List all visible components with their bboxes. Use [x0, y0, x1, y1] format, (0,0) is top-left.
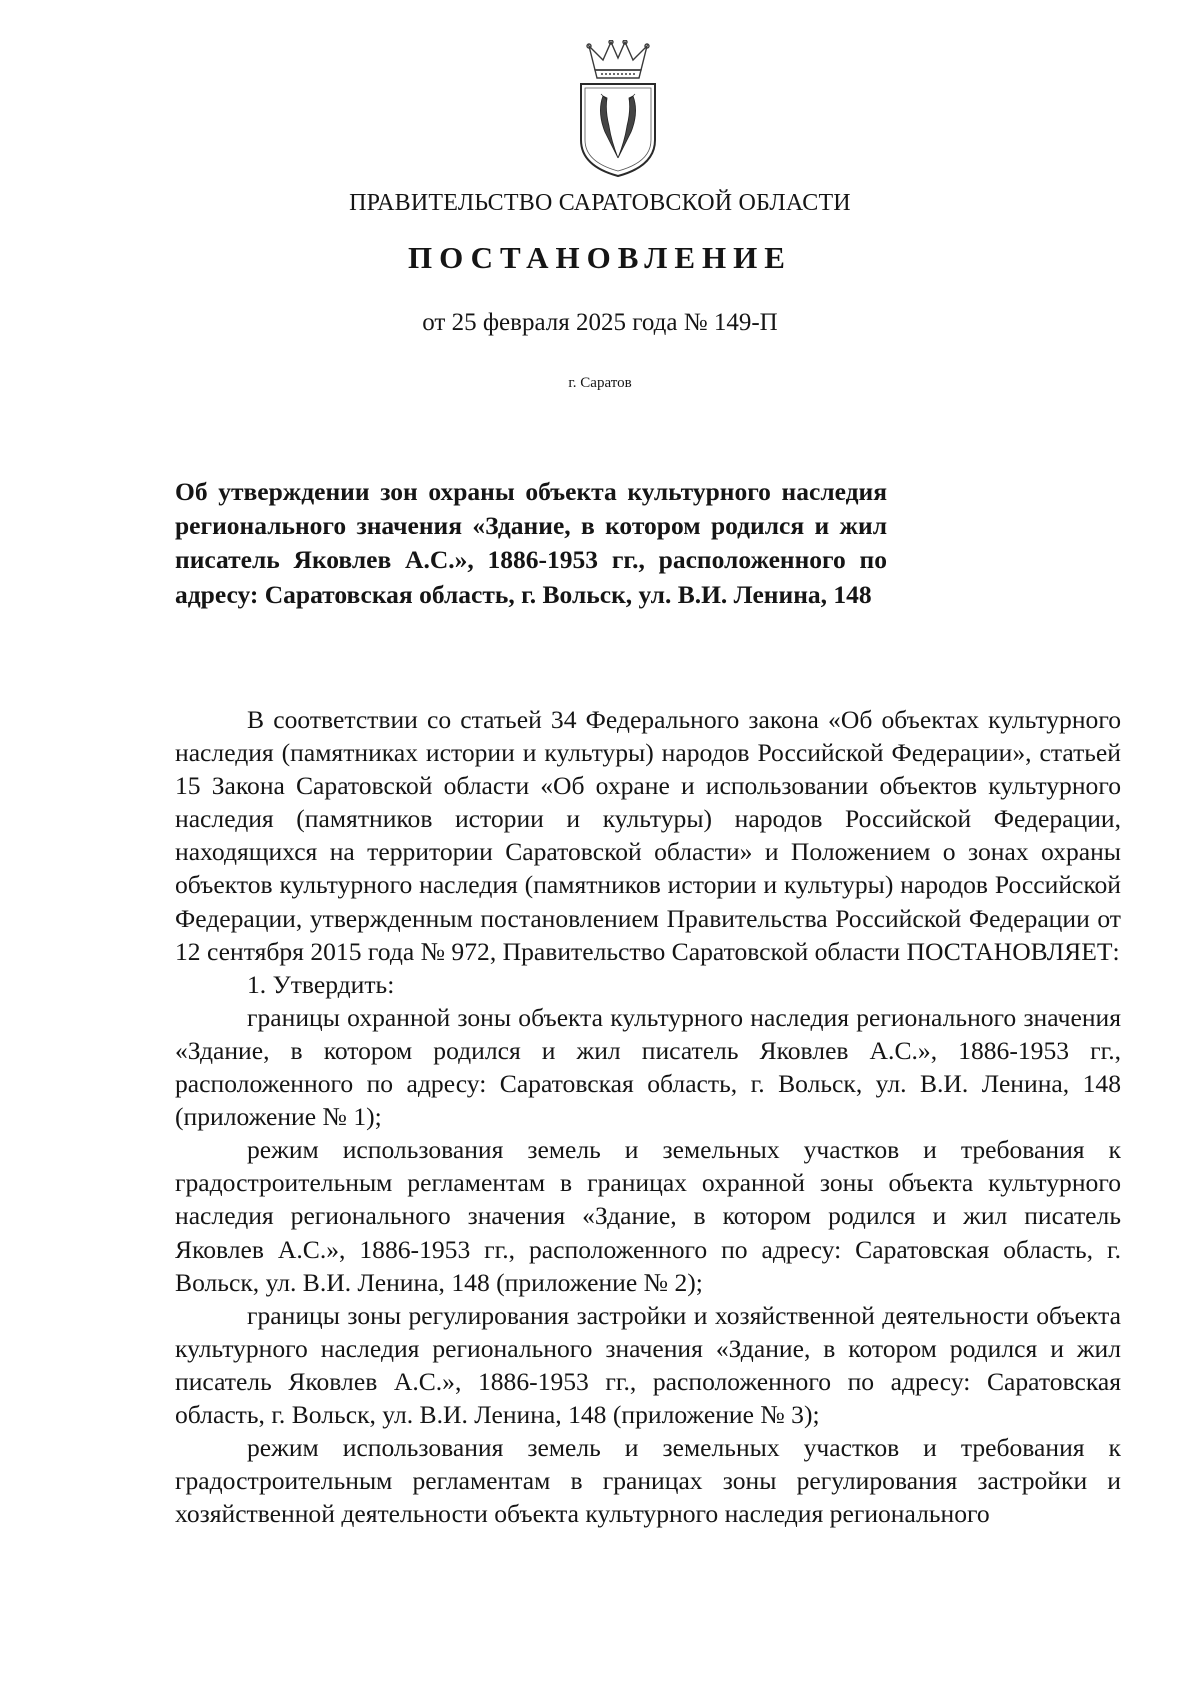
document-date-number: от 25 февраля 2025 года № 149-П [422, 309, 778, 336]
document-body [175, 703, 1121, 1530]
item-paragraph: границы охранной зоны объекта культурного наследия регионального значения «Здание, в котором родился и жил писатель Яковлев А.С.», 1886-1953 гг., расположенного по адресу: Саратовская область, г. Вольск, ул. В.И. Ленина, 148 (приложение № 1); [175, 1002, 1121, 1132]
item-paragraph: режим использования земель и земельных участков и требования к градостроительным регламентам в границах охранной зоны объекта культурного наследия регионального значения «Здание, в котором родился и жил писатель Яковлев А.С.», 1886-1953 гг., расположенного по адресу: Саратовская область, г. Вольск, ул. В.И. Ленина, 148 (приложение № 2); [175, 1135, 1121, 1297]
item-1-heading: 1. Утвердить: [247, 969, 395, 999]
item-paragraph: границы зоны регулирования застройки и хозяйственной деятельности объекта культурного наследия регионального значения «Здание, в котором родился и жил писатель Яковлев А.С.», 1886-1953 гг., расположенного по адресу: Саратовская область, г. Вольск, ул. В.И. Ленина, 148 (приложение № 3); [175, 1300, 1121, 1429]
document-city: г. Саратов [568, 375, 632, 391]
government-title: ПРАВИТЕЛЬСТВО САРАТОВСКОЙ ОБЛАСТИ [349, 190, 851, 216]
document-type: ПОСТАНОВЛЕНИЕ [408, 240, 792, 275]
document-subject: Об утверждении зон охраны объекта культурного наследия регионального значения «Здание, в котором родился и жил писатель Яковлев А.С.», 1886-1953 гг., расположенного по адресу: Саратовская область, г. Вольск, ул. В.И. Ленина, 148 [175, 477, 887, 609]
saratov-coat-of-arms-icon [575, 40, 661, 178]
preamble-paragraph: В соответствии со статьей 34 Федерального закона «Об объектах культурного наследия (памятниках истории и культуры) народов Российской Федерации», статьей 15 Закона Саратовской области «Об охране и использовании объектов культурного наследия (памятников истории и культуры) народов Российской Федерации, находящихся на территории Саратовской области» и Положением о зонах охраны объектов культурного наследия (памятников истории и культуры) народов Российской Федерации, утвержденным постановлением Правительства Российской Федерации от 12 сентября 2015 года № 972, Правительство Саратовской области ПОСТАНОВЛЯЕТ: [175, 705, 1121, 966]
item-paragraph: режим использования земель и земельных участков и требования к градостроительным регламентам в границах зоны регулирования застройки и хозяйственной деятельности объекта культурного наследия регионального [175, 1433, 1121, 1529]
